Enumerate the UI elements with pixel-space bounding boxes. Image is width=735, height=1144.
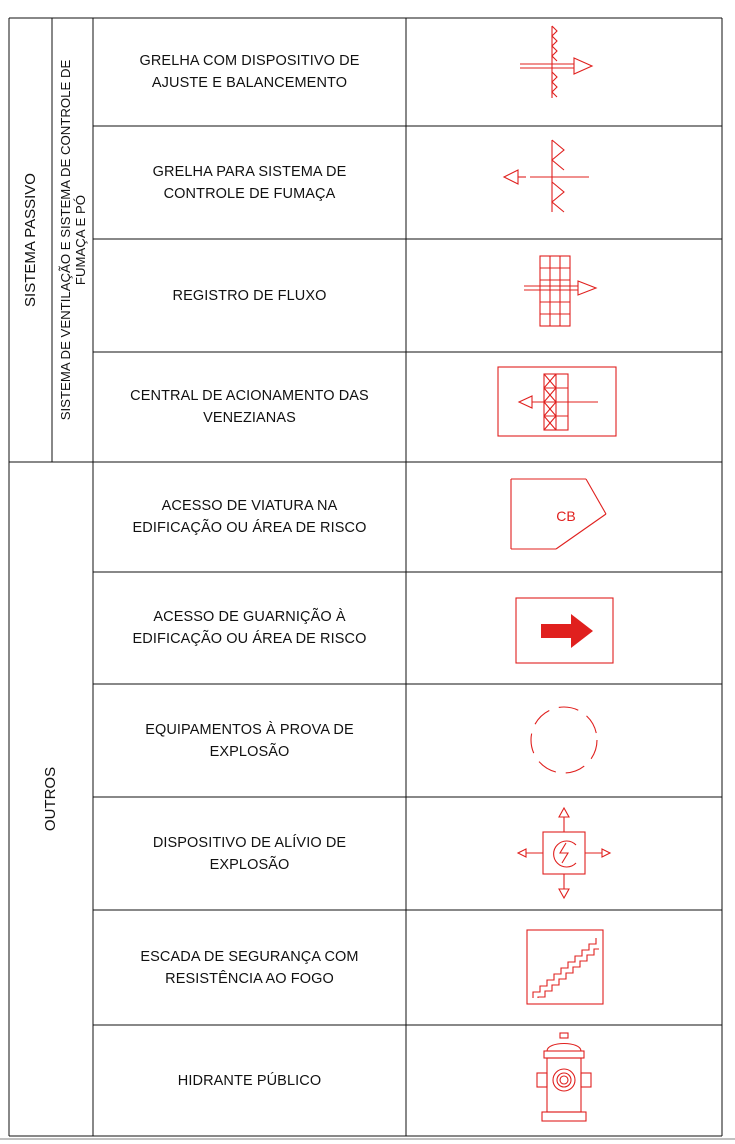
crew-access-icon [406, 572, 722, 684]
vehicle-access-symbol-text: CB [556, 508, 576, 524]
group-label-sistema-passivo: SISTEMA PASSIVO [21, 173, 39, 307]
row-description-flow-register: REGISTRO DE FLUXO [172, 287, 327, 304]
smoke-control-grille-icon [406, 126, 722, 239]
subgroup-label-ventilacao [52, 18, 93, 462]
row-description-explosion-relief: DISPOSITIVO DE ALÍVIO DE EXPLOSÃO [152, 834, 347, 873]
row-description-explosion-proof: EQUIPAMENTOS À PROVA DE EXPLOSÃO [145, 721, 354, 760]
row-description-fire-resistant-stair: ESCADA DE SEGURANÇA COM RESISTÊNCIA AO FOGO [140, 948, 359, 987]
row-description-smoke-grille: GRELHA PARA SISTEMA DE CONTROLE DE FUMAÇA [152, 163, 347, 202]
group-label-outros: OUTROS [42, 766, 59, 832]
subgroup-label-line-2: FUMAÇA E PÓ [72, 194, 88, 286]
subgroup-label-line-1: SISTEMA DE VENTILAÇÃO E SISTEMA DE CONTROLE DE [57, 59, 73, 421]
row-description-crew-access: ACESSO DE GUARNIÇÃO À EDIFICAÇÃO OU ÁREA DE RISCO [132, 609, 367, 647]
louver-control-icon [406, 352, 722, 462]
row-description-grille-balance: GRELHA COM DISPOSITIVO DE AJUSTE E BALANCEMENTO [139, 53, 360, 91]
explosion-relief-icon [406, 797, 722, 910]
vehicle-access-icon [406, 462, 722, 572]
public-hydrant-icon [406, 1025, 722, 1136]
flow-register-icon [406, 239, 722, 352]
row-description-public-hydrant: HIDRANTE PÚBLICO [177, 1072, 322, 1089]
grille-balance-icon [406, 18, 722, 126]
explosion-proof-icon [406, 684, 722, 797]
row-description-vehicle-access: ACESSO DE VIATURA NA EDIFICAÇÃO OU ÁREA DE RISCO [132, 498, 367, 536]
row-description-louver-control: CENTRAL DE ACIONAMENTO DAS VENEZIANAS [130, 388, 369, 426]
fire-resistant-stair-icon [406, 910, 722, 1025]
